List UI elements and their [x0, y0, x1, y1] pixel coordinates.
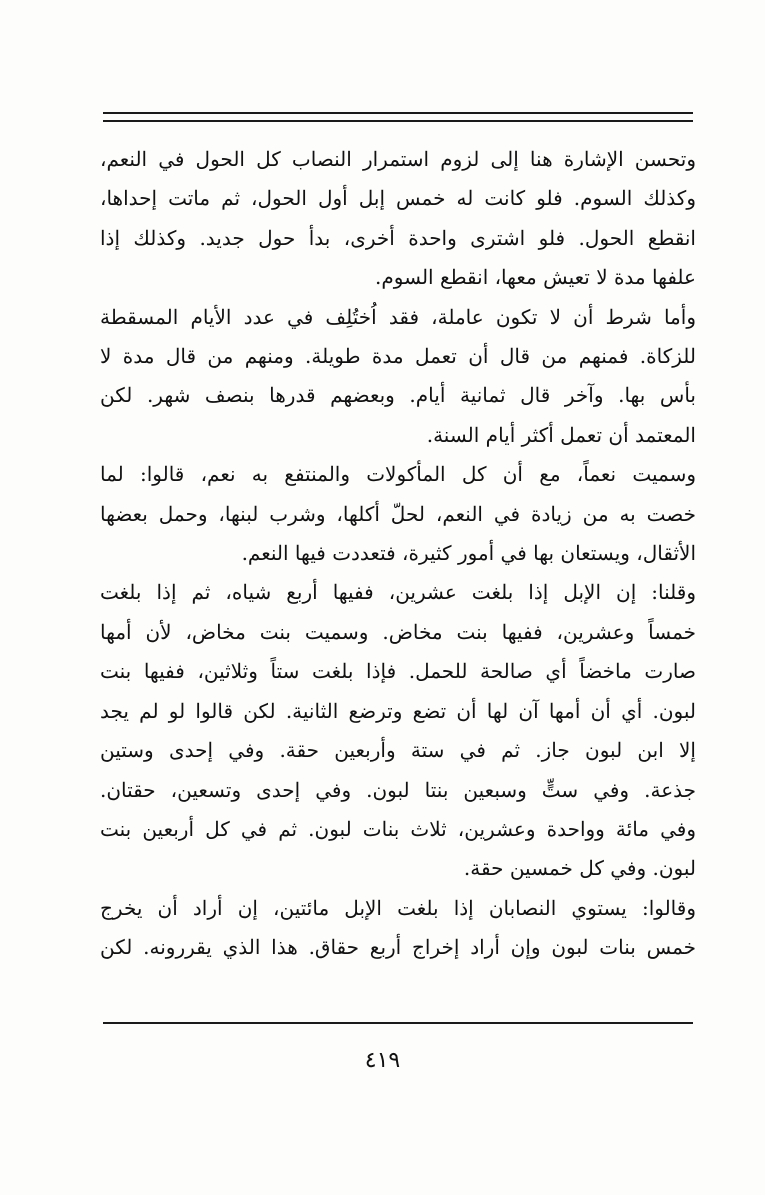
page-number: ٤١٩	[364, 1048, 401, 1073]
text-line: الأثقال، ويستعان بها في أمور كثيرة، فتعددت فيها النعم.	[241, 541, 696, 566]
text-line: إلا ابن لبون جاز. ثم في ستة وأربعين حقة. وفي إحدى وستين	[100, 738, 696, 763]
text-line: وقلنا: إن الإبل إذا بلغت عشرين، ففيها أربع شياه، ثم إذا بلغت	[100, 580, 696, 605]
text-line: وتحسن الإشارة هنا إلى لزوم استمرار النصاب كل الحول في النعم،	[100, 147, 696, 171]
text-line: صارت ماخضاً أي صالحة للحمل. فإذا بلغت ستاً وثلاثين، ففيها بنت	[100, 659, 696, 684]
text-line: علفها مدة لا تعيش معها، انقطع السوم.	[375, 265, 696, 290]
text-line: لبون. أي أن أمها آن لها أن تضع وترضع الثانية. لكن قالوا لو لم يجد	[100, 698, 696, 723]
paragraph-3	[100, 455, 696, 573]
text-line: خمس بنات لبون وإن أراد إخراج أربع حقاق. هذا الذي يقررونه. لكن	[100, 935, 696, 960]
text-line: خمساً وعشرين، ففيها بنت مخاض. وسميت بنت مخاض، لأن أمها	[100, 619, 696, 644]
body-text	[100, 140, 696, 968]
text-line: وقالوا: يستوي النصابان إذا بلغت الإبل مائتين، إن أراد أن يخرج	[100, 895, 696, 920]
top-rule-thin	[103, 120, 693, 122]
paragraph-4	[100, 573, 696, 888]
text-line: لبون. وفي كل خمسين حقة.	[463, 856, 696, 881]
text-line: وسميت نعماً، مع أن كل المأكولات والمنتفع به نعم، قالوا: لما	[100, 462, 696, 487]
text-line: وفي مائة وواحدة وعشرين، ثلاث بنات لبون. ثم في كل أربعين بنت	[100, 816, 696, 841]
text-line: للزكاة. فمنهم من قال أن تعمل مدة طويلة. ومنهم من قال مدة لا	[100, 344, 696, 369]
text-line: انقطع الحول. فلو اشترى واحدة أخرى، بدأ حول جديد. وكذلك إذا	[100, 225, 696, 250]
paragraph-5	[100, 889, 696, 968]
text-line: جذعة. وفي ستٍّ وسبعين بنتا لبون. وفي إحدى وتسعين، حقتان.	[100, 777, 696, 802]
paragraph-2	[100, 298, 696, 456]
text-line: المعتمد أن تعمل أكثر أيام السنة.	[426, 422, 696, 447]
bottom-rule	[103, 1022, 693, 1024]
text-line: خصت به من زيادة في النعم، لحلّ أكلها، وشرب لبنها، وحمل بعضها	[100, 501, 696, 526]
paragraph-1	[100, 140, 696, 298]
top-rule-thick	[103, 112, 693, 114]
text-line: بأس بها. وآخر قال ثمانية أيام. وبعضهم قدرها بنصف شهر. لكن	[100, 383, 696, 408]
text-line: وكذلك السوم. فلو كانت له خمس إبل أول الحول، ثم ماتت إحداها،	[100, 186, 696, 211]
text-line: وأما شرط أن لا تكون عاملة، فقد اُختُلِف في عدد الأيام المسقطة	[100, 304, 696, 329]
